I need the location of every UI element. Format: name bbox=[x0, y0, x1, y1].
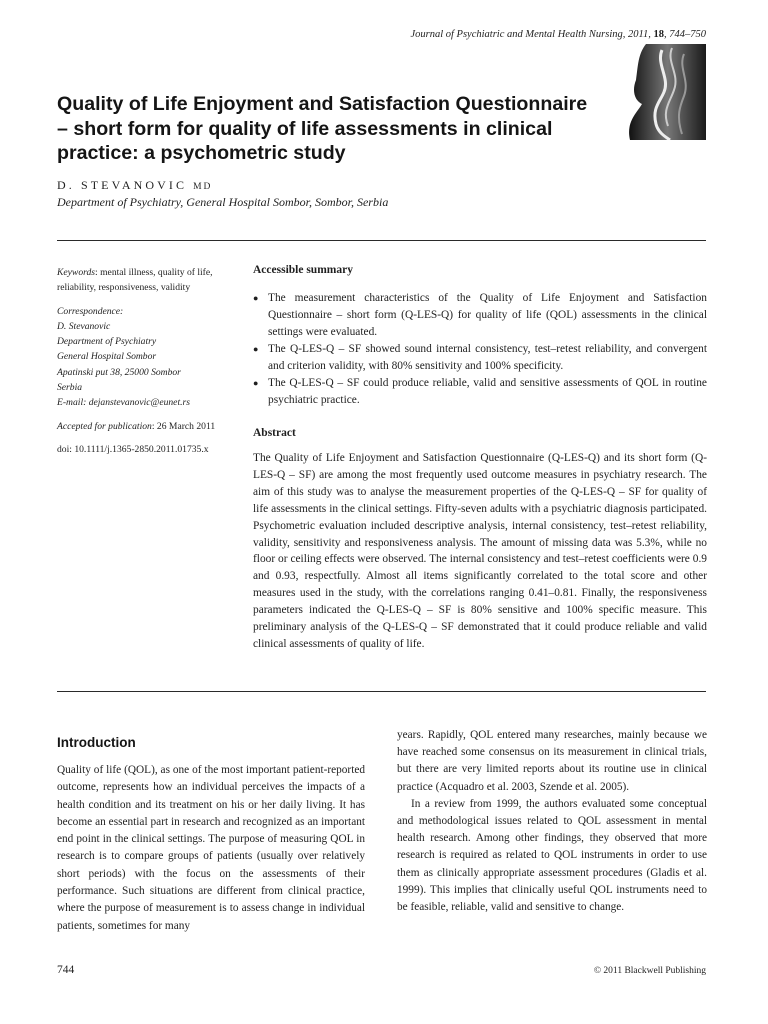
bottom-divider bbox=[57, 691, 706, 692]
copyright-notice: © 2011 Blackwell Publishing bbox=[593, 966, 706, 976]
summary-bullet bbox=[253, 341, 707, 375]
introduction-heading: Introduction bbox=[57, 735, 136, 750]
author-name: D. STEVANOVIC bbox=[57, 178, 188, 192]
accessible-summary-list bbox=[253, 290, 707, 409]
keywords-text: : mental illness, quality of life, reliability, responsiveness, validity bbox=[57, 267, 213, 294]
doi: doi: 10.1111/j.1365-2850.2011.01735.x bbox=[57, 443, 209, 455]
correspondence-line: Apatinski put 38, 25000 Sombor bbox=[57, 366, 181, 378]
page-number: 744 bbox=[57, 964, 75, 976]
introduction-column-1 bbox=[57, 762, 365, 935]
sidebar bbox=[57, 265, 247, 457]
top-divider bbox=[57, 240, 706, 241]
introduction-paragraph: In a review from 1999, the authors evaluated some conceptual and methodological issues related to QOL assessment in mental health research. Among other findings, they observed that more research is required as related to QOL instruments in order to use them as clinically appropriate assessment procedures (Gladis et al. 1999). This implies that clinically useful QOL instruments need to be feasible, reliable, valid and sensitive to change. bbox=[397, 797, 707, 914]
journal-name: Journal of Psychiatric and Mental Health Nursing bbox=[410, 29, 623, 40]
journal-volume: 18 bbox=[653, 29, 664, 40]
summary-bullet-text: The Q-LES-Q – SF could produce reliable, valid and sensitive assessments of QOL in routine psychiatric practice. bbox=[268, 377, 707, 406]
journal-citation bbox=[410, 29, 706, 40]
bullet-icon: ● bbox=[253, 378, 259, 388]
abstract-text: The Quality of Life Enjoyment and Satisfaction Questionnaire (Q-LES-Q) and its short form (Q-LES-Q – SF) are among the most frequently used outcome measures in psychiatry research. The aim of this study was to analyse the measurement properties of the Q-LES-Q – SF for quality of life assessments in the clinical settings. Fifty-seven adults with a psychiatric diagnosis participated. Psychometric evaluation included descriptive analysis, internal consistency, test–retest reliability, validity, sensitivity and responsiveness analysis. The amount of missing data was 5.3%, while no floor or ceiling effects were observed. The internal consistency and test–retest coefficients were 0.9 and 0.93, respectfully. Almost all items significantly correlated to the total score and other measures used in the study, with the correlations ranging 0.41–0.81. Finally, the responsiveness parameters indicated the Q-LES-Q – SF is 80% sensitive and 100% specific measure. This preliminary analysis of the Q-LES-Q – SF demonstrated that it could produce reliable and valid clinical assessments of quality of life. bbox=[253, 452, 707, 650]
abstract-heading: Abstract bbox=[253, 427, 296, 439]
author-degree: MD bbox=[193, 182, 213, 192]
author-line bbox=[57, 178, 212, 193]
correspondence-email: E-mail: dejanstevanovic@eunet.rs bbox=[57, 397, 190, 409]
bullet-icon: ● bbox=[253, 293, 259, 303]
accessible-summary-heading: Accessible summary bbox=[253, 264, 353, 276]
correspondence-line: Serbia bbox=[57, 382, 83, 394]
bullet-icon: ● bbox=[253, 344, 259, 354]
correspondence-label: Correspondence: bbox=[57, 305, 124, 317]
accepted-date: : 26 March 2011 bbox=[151, 420, 216, 432]
journal-year: , 2011, bbox=[622, 29, 654, 40]
introduction-column-2 bbox=[397, 727, 707, 916]
article-title: Quality of Life Enjoyment and Satisfaction Questionnaire – short form for quality of life assessments in clinical practice: a psychometric study bbox=[57, 93, 588, 164]
correspondence-line: General Hospital Sombor bbox=[57, 351, 157, 363]
introduction-paragraph: years. Rapidly, QOL entered many researches, mainly because we have reached some consensus on its measurement in clinical trials, but there are very limited reports about its routine use in clinical practice (Acquadro et al. 2003, Szende et al. 2005). bbox=[397, 729, 707, 793]
accepted-label: Accepted for publication bbox=[57, 420, 152, 432]
introduction-paragraph: Quality of life (QOL), as one of the most important patient-reported outcome, represents how an individual perceives the impacts of a health condition and its treatment on his or her daily living. It has become an essential part in research and recognized as an important end point in the clinical settings. The purpose of measuring QOL in research is to compare groups of patients (usually over relatively short periods) with the focus on the assessments of their performance. Such situations are different from clinical practice, where the purpose of measurement is to assess change in individual patients, sometimes for many bbox=[57, 764, 365, 932]
keywords-label: Keywords bbox=[57, 267, 96, 278]
keywords bbox=[57, 265, 247, 296]
summary-bullet bbox=[253, 290, 707, 341]
journal-logo-image bbox=[612, 44, 706, 140]
affiliation: Department of Psychiatry, General Hospital Sombor, Sombor, Serbia bbox=[57, 195, 389, 209]
summary-bullet-text: The Q-LES-Q – SF showed sound internal consistency, test–retest reliability, and convergent and criterion validity, with 80% sensitivity and 100% specificity. bbox=[268, 343, 707, 372]
summary-bullet-text: The measurement characteristics of the Quality of Life Enjoyment and Satisfaction Questionnaire – short form (Q-LES-Q) for quality of life (QOL) assessments in the clinical settings were evaluated. bbox=[268, 292, 707, 338]
correspondence-line: D. Stevanovic bbox=[57, 320, 111, 332]
summary-bullet bbox=[253, 375, 707, 409]
journal-pages: , 744–750 bbox=[664, 29, 706, 40]
accepted bbox=[57, 419, 247, 434]
correspondence-line: Department of Psychiatry bbox=[57, 336, 157, 348]
